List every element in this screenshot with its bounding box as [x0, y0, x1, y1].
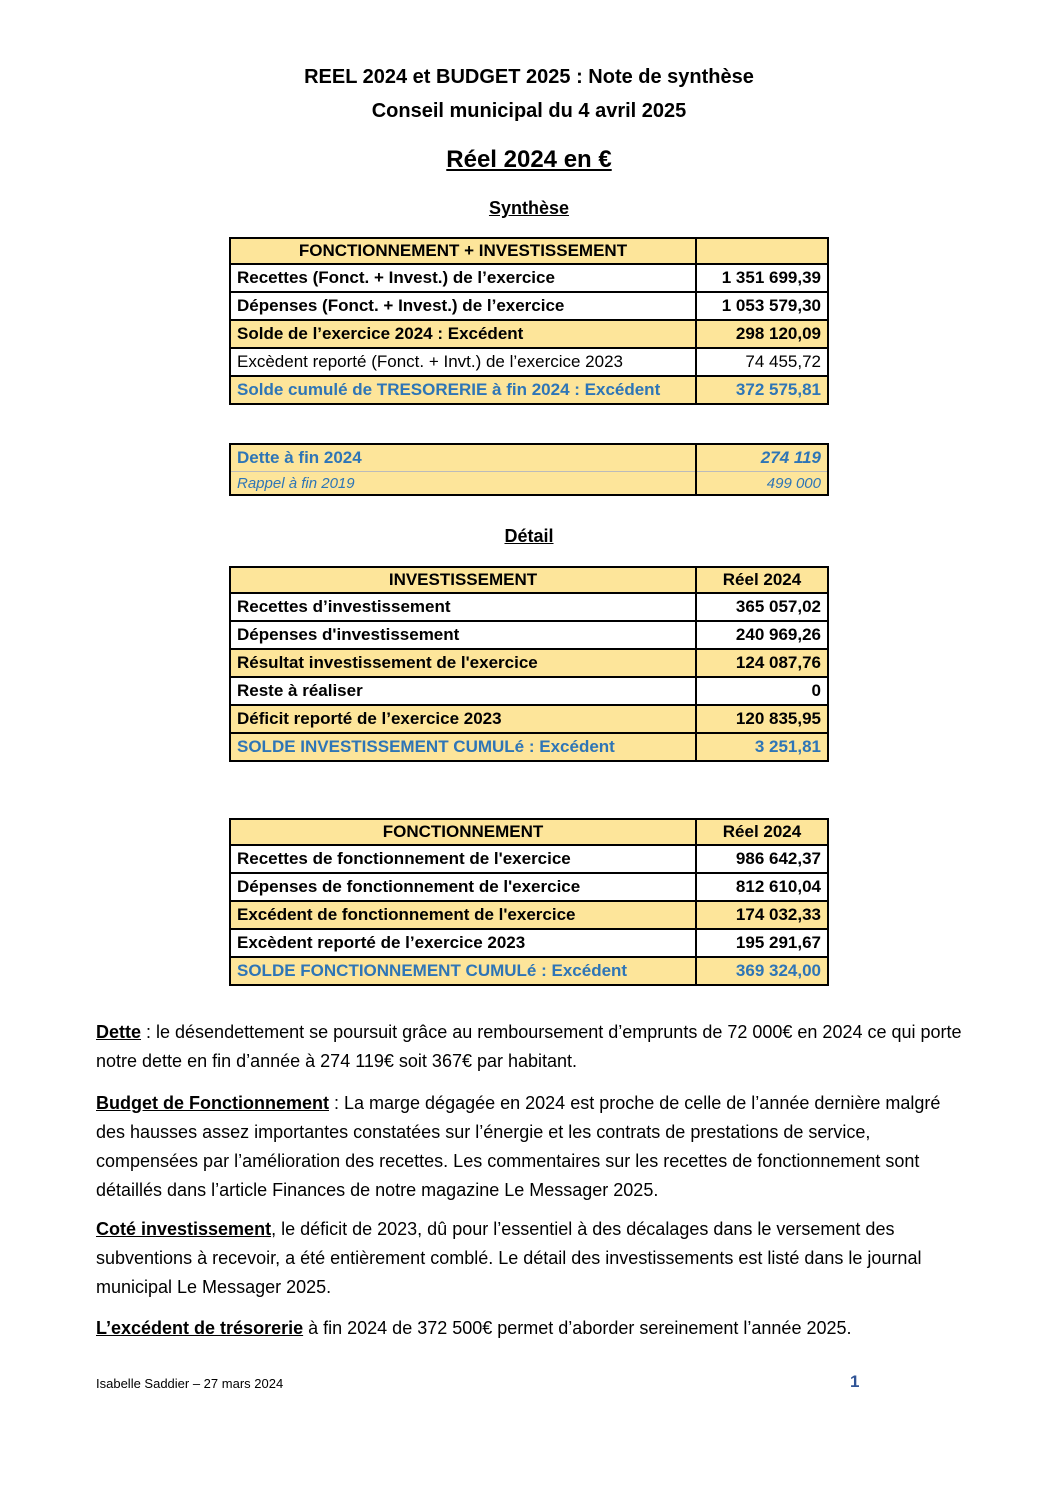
table-row	[230, 845, 828, 873]
row-value: 1 351 699,39	[696, 264, 828, 292]
row-label: Résultat investissement de l'exercice	[230, 649, 696, 677]
paragraph-keyword: Coté investissement	[96, 1219, 272, 1239]
paragraph-text: à fin 2024 de 372 500€ permet d’aborder sereinement l’année 2025.	[303, 1318, 852, 1338]
row-label: Déficit reporté de l’exercice 2023	[230, 705, 696, 733]
page-number: 1	[850, 1372, 860, 1391]
table-row	[230, 444, 828, 472]
table-row	[230, 957, 828, 985]
header-value	[696, 238, 828, 264]
document-title: REEL 2024 et BUDGET 2025 : Note de synthèse	[304, 66, 754, 88]
table-row	[230, 677, 828, 705]
fonctionnement-table	[229, 818, 829, 986]
row-label: Excèdent reporté de l’exercice 2023	[230, 929, 696, 957]
row-value: 124 087,76	[696, 649, 828, 677]
header-value: Réel 2024	[696, 819, 828, 845]
row-value: 120 835,95	[696, 705, 828, 733]
row-value: 274 119	[696, 444, 828, 472]
row-label: Dépenses d'investissement	[230, 621, 696, 649]
paragraph-tresorerie	[96, 1314, 966, 1343]
synthese-table	[229, 237, 829, 405]
paragraph-budget-fonctionnement	[96, 1089, 966, 1205]
row-label: Solde cumulé de TRESORERIE à fin 2024 : Excédent	[230, 376, 696, 404]
header-label: FONCTIONNEMENT + INVESTISSEMENT	[230, 238, 696, 264]
row-value: 812 610,04	[696, 873, 828, 901]
row-value: 240 969,26	[696, 621, 828, 649]
row-label: Recettes d’investissement	[230, 593, 696, 621]
row-value: 372 575,81	[696, 376, 828, 404]
row-label: SOLDE INVESTISSEMENT CUMULé : Excédent	[230, 733, 696, 761]
row-label: Solde de l’exercice 2024 : Excédent	[230, 320, 696, 348]
table-row	[230, 873, 828, 901]
row-label: Recettes de fonctionnement de l'exercice	[230, 845, 696, 873]
header-value: Réel 2024	[696, 567, 828, 593]
table-row	[230, 376, 828, 404]
table-row	[230, 320, 828, 348]
table-row	[230, 348, 828, 376]
table-row	[230, 593, 828, 621]
row-label: Reste à réaliser	[230, 677, 696, 705]
row-value: 365 057,02	[696, 593, 828, 621]
row-label: Excèdent reporté (Fonct. + Invt.) de l’exercice 2023	[230, 348, 696, 376]
table-row	[230, 264, 828, 292]
paragraph-keyword: Dette	[96, 1022, 142, 1042]
section-heading-synthese: Synthèse	[488, 198, 570, 218]
row-label: Rappel à fin 2019	[230, 472, 696, 496]
row-value: 1 053 579,30	[696, 292, 828, 320]
row-value: 369 324,00	[696, 957, 828, 985]
section-title-reel-2024: Réel 2024 en €	[446, 146, 612, 173]
table-header-row	[230, 238, 828, 264]
row-value: 174 032,33	[696, 901, 828, 929]
table-header-row	[230, 819, 828, 845]
paragraph-text: : La marge dégagée en 2024 est proche de celle de l’année dernière malgré des hausses assez importantes constatées sur l’énergie et les contrats de prestations de service, compensées par l’amélioration des recettes. Les commentaires sur les recettes de fonctionnement sont détaillés dans l’article Finances de notre magazine Le Messager 2025.	[96, 1093, 941, 1200]
row-value: 74 455,72	[696, 348, 828, 376]
row-label: Excédent de fonctionnement de l'exercice	[230, 901, 696, 929]
header-label: INVESTISSEMENT	[230, 567, 696, 593]
row-value: 499 000	[696, 472, 828, 496]
table-row	[230, 705, 828, 733]
row-value: 3 251,81	[696, 733, 828, 761]
row-value: 195 291,67	[696, 929, 828, 957]
paragraph-keyword: Budget de Fonctionnement	[96, 1093, 329, 1113]
row-label: Dépenses de fonctionnement de l'exercice	[230, 873, 696, 901]
row-value: 986 642,37	[696, 845, 828, 873]
row-value: 0	[696, 677, 828, 705]
table-row	[230, 733, 828, 761]
table-row	[230, 472, 828, 496]
footer-author: Isabelle Saddier – 27 mars 2024	[96, 1376, 284, 1391]
row-label: SOLDE FONCTIONNEMENT CUMULé : Excédent	[230, 957, 696, 985]
paragraph-text: , le déficit de 2023, dû pour l’essentiel à des décalages dans le versement des subventions à recevoir, a été entièrement comblé. Le détail des investissements est listé dans le journal municipal Le Messager 2025.	[96, 1219, 922, 1297]
investissement-table	[229, 566, 829, 762]
table-row	[230, 649, 828, 677]
paragraph-investissement	[96, 1215, 966, 1302]
row-label: Dette à fin 2024	[230, 444, 696, 472]
document-subtitle: Conseil municipal du 4 avril 2025	[371, 100, 687, 122]
paragraph-text: : le désendettement se poursuit grâce au remboursement d’emprunts de 72 000€ en 2024 ce qui porte notre dette en fin d’année à 274 119€ soit 367€ par habitant.	[96, 1022, 962, 1071]
header-label: FONCTIONNEMENT	[230, 819, 696, 845]
row-label: Recettes (Fonct. + Invest.) de l’exercice	[230, 264, 696, 292]
table-row	[230, 929, 828, 957]
section-heading-detail: Détail	[504, 526, 554, 546]
paragraph-keyword: L’excédent de trésorerie	[96, 1318, 304, 1338]
paragraph-dette	[96, 1018, 966, 1076]
row-value: 298 120,09	[696, 320, 828, 348]
row-label: Dépenses (Fonct. + Invest.) de l’exercice	[230, 292, 696, 320]
table-row	[230, 621, 828, 649]
table-row	[230, 292, 828, 320]
table-row	[230, 901, 828, 929]
debt-table	[229, 443, 829, 496]
table-header-row	[230, 567, 828, 593]
